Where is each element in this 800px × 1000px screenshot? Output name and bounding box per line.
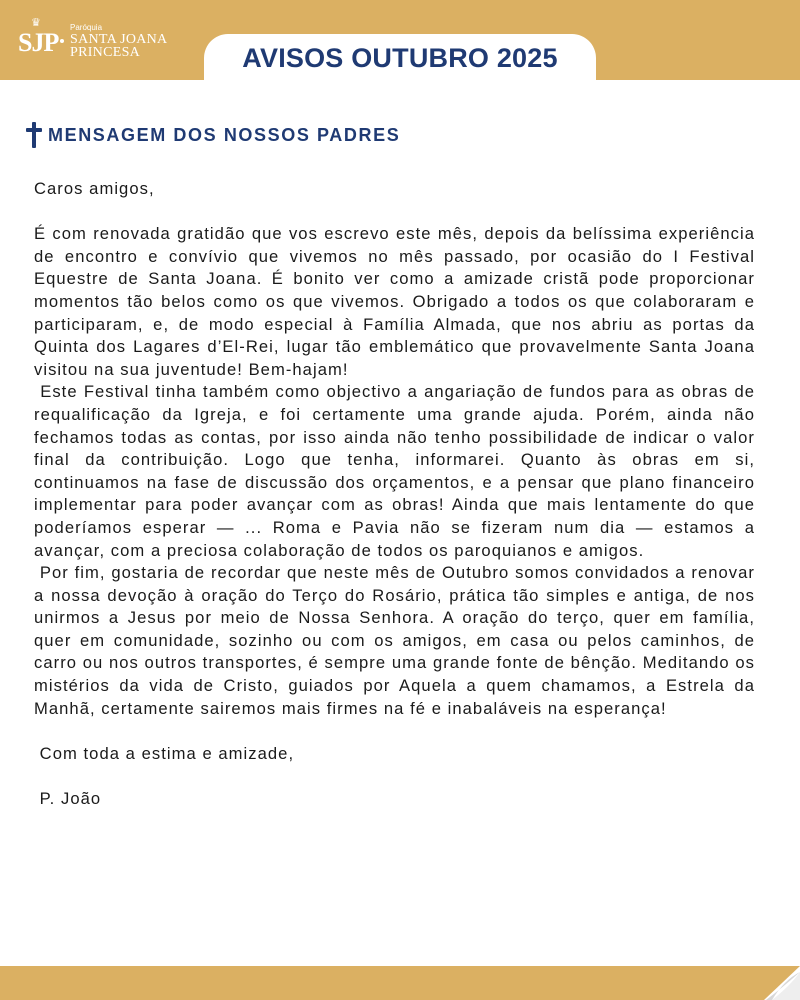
section-title: MENSAGEM DOS NOSSOS PADRES <box>48 124 401 145</box>
parish-logo <box>18 18 167 64</box>
title-tab <box>204 34 596 82</box>
cross-icon <box>26 122 42 148</box>
section-heading <box>26 122 400 148</box>
letter-greeting: Caros amigos, <box>34 179 155 198</box>
letter-paragraph-3: Por fim, gostaria de recordar que neste mês de Outubro somos convidados a renovar a nossa devoção à oração do Terço do Rosário, prática tão simples e antiga, de nos unirmos a Jesus por meio de Nossa Senhora. A oração do terço, quer em família, quer em comunidade, sozinho ou com os amigos, em casa ou pelos caminhos, de carro ou nos outros transportes, é sempre uma grande fonte de bênção. Meditando os mistérios da vida de Cristo, guiados por Aquela a quem chamamos, a Estrela da Manhã, certamente sairemos mais firmes na fé e inabaláveis na esperança! <box>34 563 761 718</box>
letter-body <box>34 178 761 811</box>
logo-name-line1: SANTA JOANA <box>70 32 168 47</box>
letter-closing: Com toda a estima e amizade, <box>34 743 295 763</box>
crown-icon: ♛ <box>31 17 41 29</box>
letter-paragraph-2: Este Festival tinha também como objectivo a angariação de fundos para as obras de requalificação da Igreja, e foi certamente uma grande ajuda. Porém, ainda não fechamos todas as contas, por isso ainda não tenho possibilidade de indicar o valor final da contribuição. Logo que tenha, informarei. Quanto às obras em si, continuamos na fase de discussão dos orçamentos, e a pensar que plano financeiro implementar para poder avançar com as obras! Ainda que mais lentamente do que poderíamos esperar — ... Roma e Pavia não se fizeram num dia — estamos a avançar, com a preciosa colaboração de todos os paroquianos e amigos. <box>34 382 761 560</box>
letter-signature: P. João <box>34 789 102 809</box>
logo-mark <box>18 17 59 64</box>
page-title: AVISOS OUTUBRO 2025 <box>242 42 558 73</box>
page-curl-icon <box>764 966 800 1000</box>
logo-name-line2: PRINCESA <box>70 45 141 60</box>
logo-small-label: Paróquia <box>70 23 103 32</box>
letter-paragraph-1: É com renovada gratidão que vos escrevo este mês, depois da belíssima experiência de encontro e convívio que vivemos no mês passado, por ocasião do I Festival Equestre de Santa Joana. É bonito ver como a amizade cristã pode proporcionar momentos tão belos como os que vivemos. Obrigado a todos os que colaboraram e participaram, e, de modo especial à Família Almada, que nos abriu as portas da Quinta dos Lagares d’El-Rei, lugar tão emblemático que provavelmente Santa Joana visitou na sua juventude! Bem-hajam! <box>34 224 755 379</box>
logo-text <box>70 23 167 59</box>
logo-separator-dot <box>60 39 64 43</box>
logo-initials: SJP <box>18 28 59 57</box>
footer-band <box>0 966 800 1000</box>
